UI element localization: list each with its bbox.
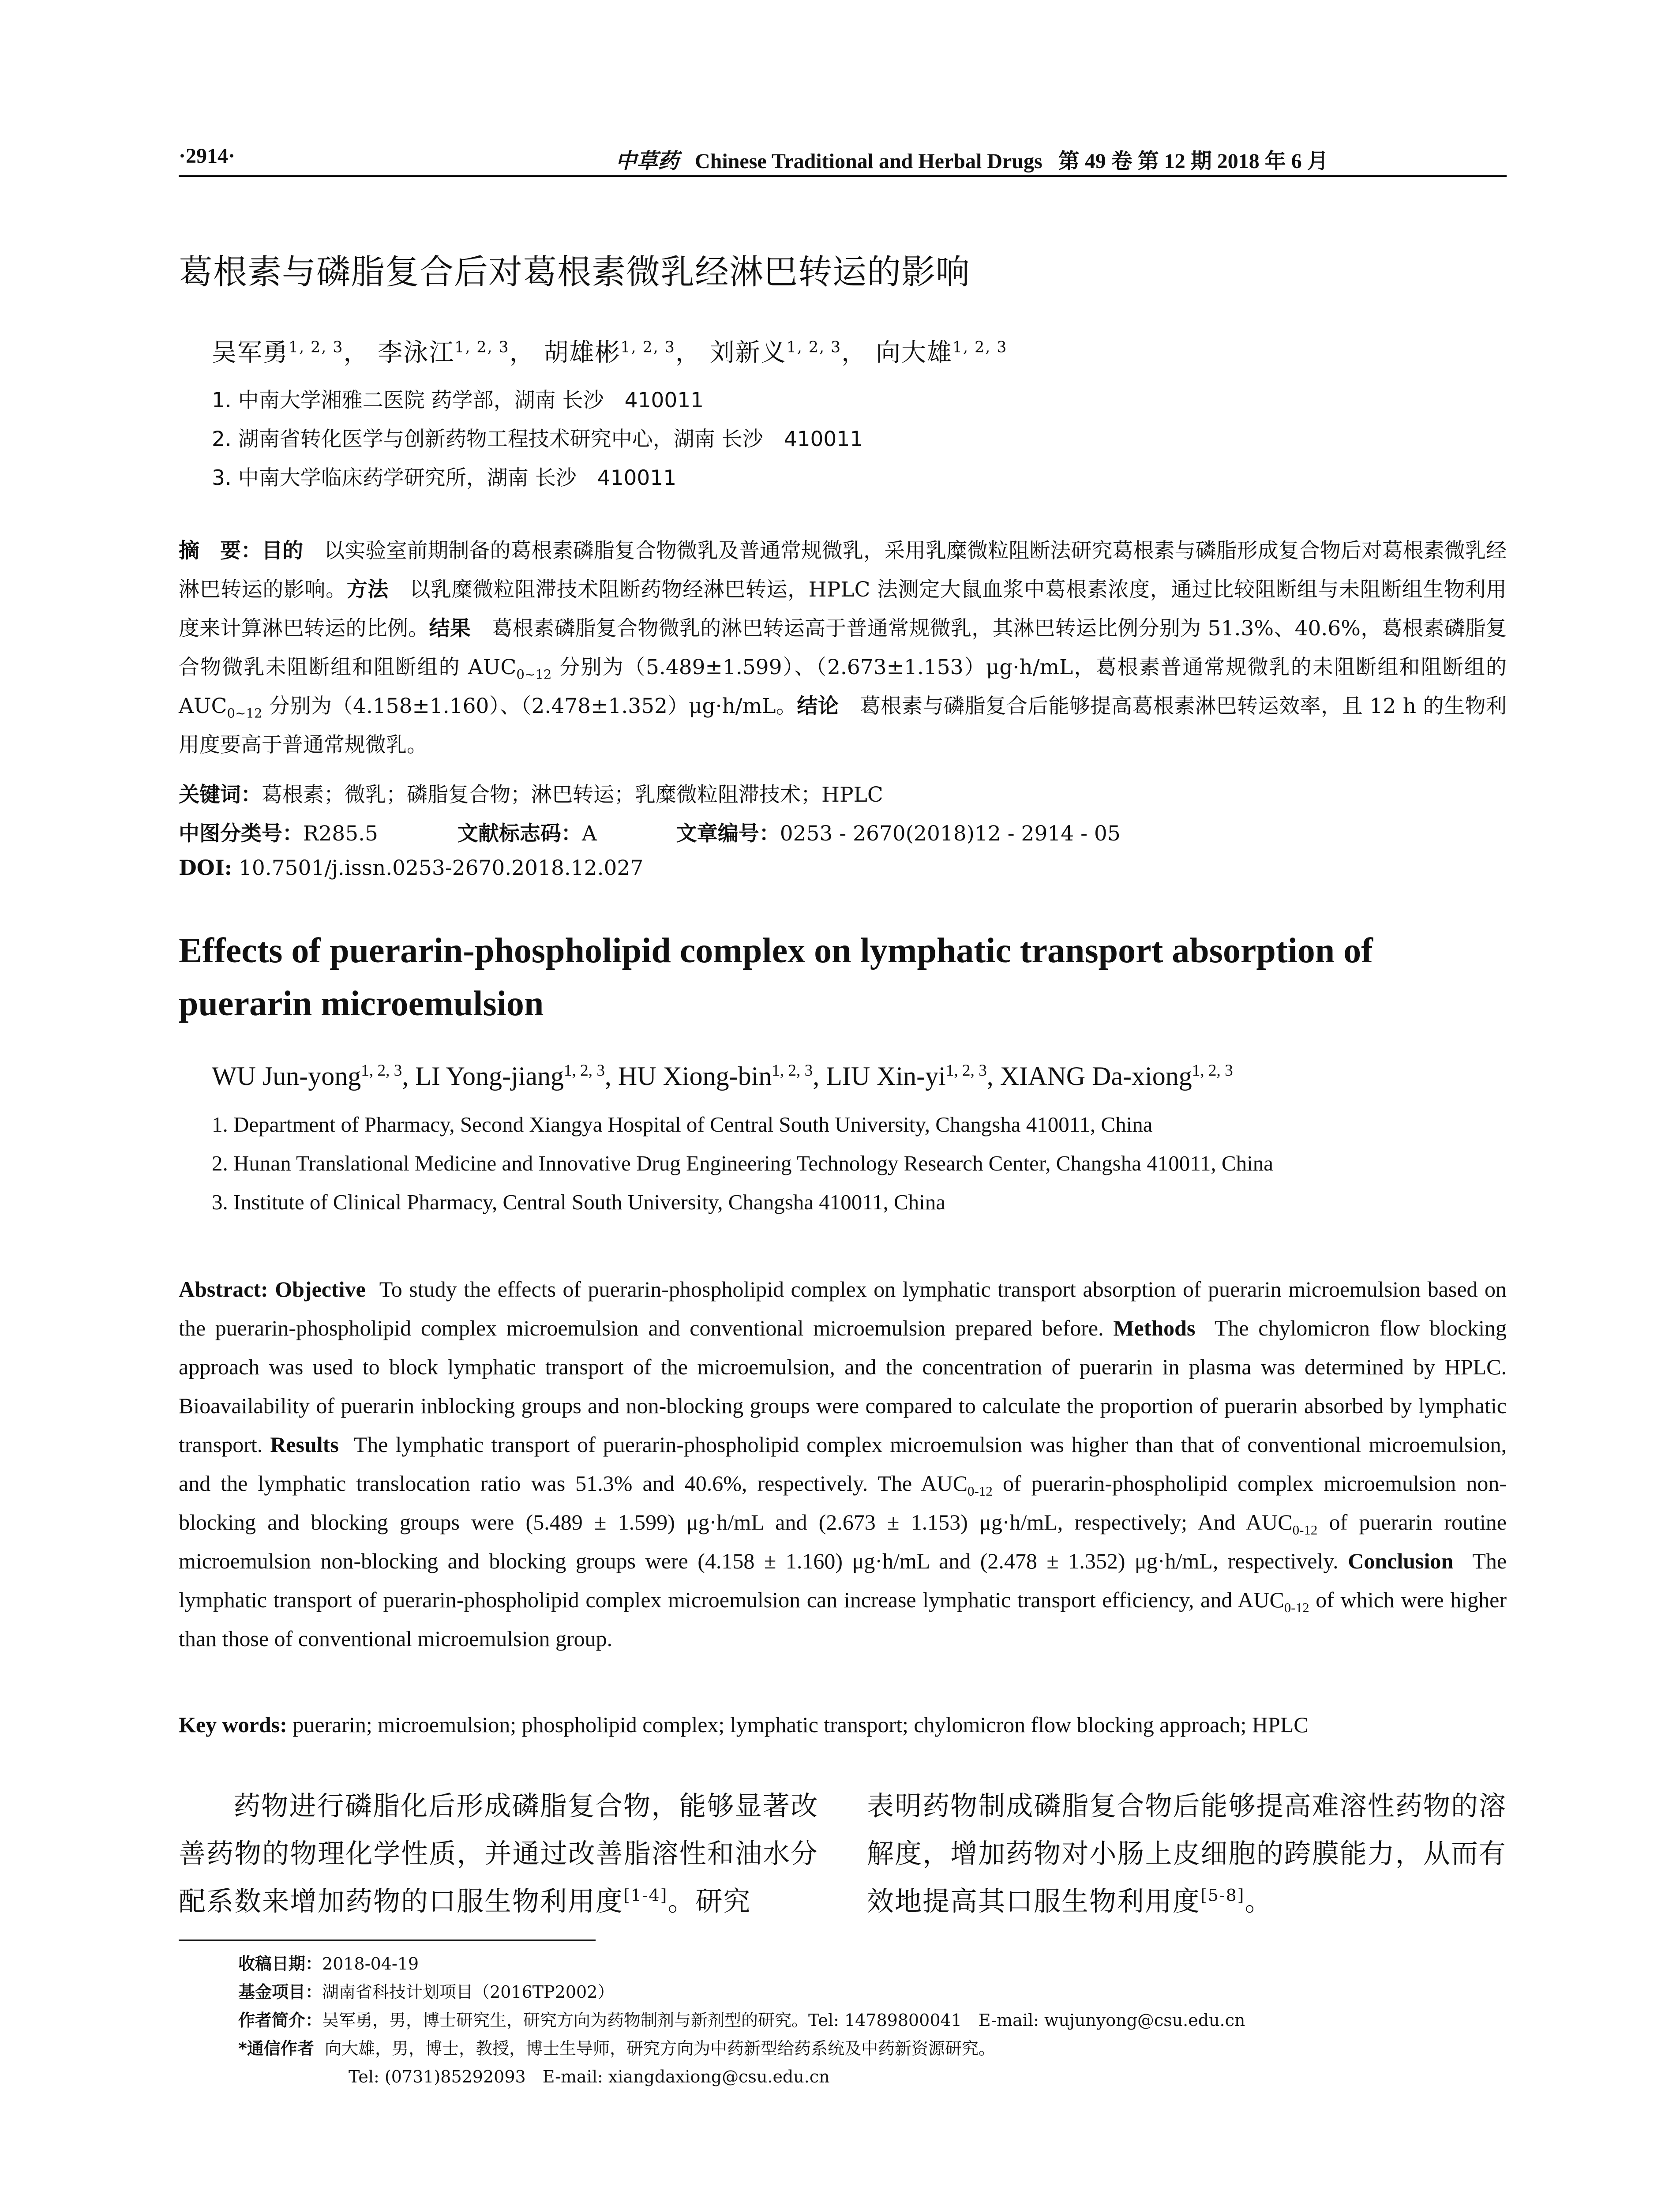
methods-text: 以乳糜微粒阻滞技术阻断药物经淋巴转运，HPLC 法测定大鼠血浆中葛根素浓度，通过比较阻断组与未阻断组生物利用度来计算淋巴转运的比例。 <box>179 578 1507 641</box>
auc-subscript: 0-12 <box>1284 1600 1309 1615</box>
affiliation-cn-1: 1. 中南大学湘雅二医院 药学部，湖南 长沙 410011 <box>212 388 704 413</box>
methods-label: 方法 <box>346 578 389 602</box>
clc-value: R285.5 <box>303 822 378 846</box>
author-sep: ， <box>841 338 867 367</box>
author-sep: , <box>813 1062 826 1091</box>
author-sep: ， <box>675 338 701 367</box>
author-cn: 李泳江 <box>378 338 455 367</box>
methods-text: The chylomicron flow blocking approach was used to block lymphatic transport of the microemulsion, and the concentration of puerarin in plasma was determined by HPLC. Bioavailability of puerarin inblocking groups and non-blocking groups were compared to calculate the proportion of puerarin absorbed by lymphatic transport. <box>179 1316 1507 1457</box>
classification-line <box>179 817 1121 847</box>
page-number: ·2914· <box>179 144 236 168</box>
authors-en <box>212 1061 1233 1092</box>
conclusion-text: 葛根素与磷脂复合后能够提高葛根素淋巴转运效率，且 12 h 的生物利用度要高于普通常规微乳。 <box>179 694 1507 757</box>
running-header <box>179 140 1507 176</box>
affiliation-en-1: 1. Department of Pharmacy, Second Xiangya Hospital of Central South University, Changsha 410011, China <box>212 1112 1153 1137</box>
citation: [1-4] <box>623 1885 668 1905</box>
keywords-label: Key words: <box>179 1712 287 1737</box>
keywords-cn <box>179 778 883 808</box>
author-affil-sup: 1, 2, 3 <box>454 338 510 356</box>
abstract-cn <box>179 532 1507 765</box>
author-affil-sup: 1, 2, 3 <box>563 1062 605 1080</box>
body-column-left <box>179 1782 818 1925</box>
results-label: Results <box>270 1432 339 1457</box>
footnote-corresponding <box>238 2035 995 2059</box>
conclusion-text: The lymphatic transport of puerarin-phospholipid complex microemulsion can increase lymphatic transport efficiency, and AUC <box>179 1549 1507 1612</box>
author-sep: , <box>402 1062 416 1091</box>
author-en: HU Xiong-bin <box>618 1062 772 1091</box>
body-text: 。研究 <box>668 1886 751 1917</box>
author-sep: , <box>986 1062 1000 1091</box>
auc-subscript: 0~12 <box>516 667 552 682</box>
journal-name-en: Chinese Traditional and Herbal Drugs <box>695 150 1042 173</box>
doc-code-label: 文献标志码： <box>457 822 582 846</box>
author-cn: 向大雄 <box>875 338 952 367</box>
body-column-right <box>867 1782 1507 1925</box>
header-rule <box>179 175 1507 177</box>
article-number-label: 文章编号： <box>676 822 780 846</box>
author-affil-sup: 1, 2, 3 <box>786 338 842 356</box>
auc-subscript: 0-12 <box>1292 1522 1318 1538</box>
fund-value: 湖南省科技计划项目（2016TP2002） <box>322 1982 615 2002</box>
body-text: 表明药物制成磷脂复合物后能够提高难溶性药物的溶解度，增加药物对小肠上皮细胞的跨膜能力，从而有效地提高其口服生物利用度 <box>867 1790 1507 1917</box>
abstract-en <box>179 1270 1507 1658</box>
author-affil-sup: 1, 2, 3 <box>620 338 675 356</box>
corresponding-bio: 向大雄，男，博士，教授，博士生导师，研究方向为中药新型给药系统及中药新资源研究。 <box>325 2039 996 2058</box>
journal-header <box>615 144 1328 174</box>
doi-value: 10.7501/j.issn.0253-2670.2018.12.027 <box>239 856 644 880</box>
author-en: XIANG Da-xiong <box>1000 1062 1192 1091</box>
methods-label: Methods <box>1113 1316 1196 1340</box>
results-text: The lymphatic transport of puerarin-phospholipid complex microemulsion was higher than that of conventional microemulsion, and the lymphatic translocation ratio was 51.3% and 40.6%, respectively. The AUC <box>179 1432 1507 1496</box>
fund-label: 基金项目： <box>238 1982 322 2002</box>
footnote-author <box>238 2007 1245 2031</box>
auc-subscript: 0~12 <box>227 705 262 721</box>
received-label: 收稿日期： <box>238 1954 322 1973</box>
results-text: of puerarin-phospholipid complex microemulsion non-blocking and blocking groups were (5.489 ± 1.599) μg·h/mL and (2.673 ± 1.153) μg·h/mL, respectively; And AUC <box>179 1471 1507 1534</box>
author-en: LI Yong-jiang <box>415 1062 564 1091</box>
objective-label: 目的 <box>262 539 304 563</box>
footnote-contact: Tel: (0731)85292093 E-mail: xiangdaxiong@csu.edu.cn <box>349 2067 830 2086</box>
affiliation-en-2: 2. Hunan Translational Medicine and Innovative Drug Engineering Technology Research Center, Changsha 410011, China <box>212 1151 1273 1175</box>
auc-subscript: 0-12 <box>968 1483 993 1499</box>
author-sep: ， <box>343 338 369 367</box>
body-text: 。 <box>1245 1886 1273 1917</box>
citation: [5-8] <box>1200 1885 1245 1905</box>
abstract-label: 摘 要： <box>179 539 262 563</box>
doc-code-value: A <box>581 822 597 846</box>
corresponding-label: *通信作者 <box>238 2039 314 2058</box>
results-text: 分别为（4.158±1.160）、（2.478±1.352）μg·h/mL。 <box>262 694 797 718</box>
keywords-en <box>179 1712 1309 1737</box>
objective-label: Objective <box>275 1277 366 1302</box>
journal-name-cn: 中草药 <box>615 149 679 173</box>
author-en: LIU Xin-yi <box>826 1062 946 1091</box>
conclusion-label: Conclusion <box>1348 1549 1454 1573</box>
article-number-value: 0253 - 2670(2018)12 - 2914 - 05 <box>780 822 1121 846</box>
keywords-value: puerarin; microemulsion; phospholipid complex; lymphatic transport; chylomicron flow blocking approach; HPLC <box>292 1712 1309 1737</box>
body-text: 药物进行磷脂化后形成磷脂复合物，能够显著改善药物的物理化学性质，并通过改善脂溶性和油水分配系数来增加药物的口服生物利用度 <box>179 1790 818 1917</box>
results-label: 结果 <box>429 616 471 641</box>
objective-text: 以实验室前期制备的葛根素磷脂复合物微乳及普通常规微乳，采用乳糜微粒阻断法研究葛根素与磷脂形成复合物后对葛根素微乳经淋巴转运的影响。 <box>179 539 1507 602</box>
conclusion-label: 结论 <box>797 694 839 718</box>
doi-label: DOI: <box>179 856 232 880</box>
author-bio: 吴军勇，男，博士研究生，研究方向为药物制剂与新剂型的研究。Tel: 14789800041 E-mail: wujunyong@csu.edu.cn <box>322 2011 1245 2030</box>
author-bio-label: 作者简介： <box>238 2011 322 2030</box>
author-affil-sup: 1, 2, 3 <box>1192 1062 1233 1080</box>
affiliation-cn-2: 2. 湖南省转化医学与创新药物工程技术研究中心，湖南 长沙 410011 <box>212 427 863 451</box>
affiliation-cn-3: 3. 中南大学临床药学研究所，湖南 长沙 410011 <box>212 466 677 490</box>
results-text: 葛根素磷脂复合物微乳的淋巴转运高于普通常规微乳，其淋巴转运比例分别为 51.3%、40.6%，葛根素磷脂复合物微乳未阻断组和阻断组的 AUC <box>179 616 1507 679</box>
clc-label: 中图分类号： <box>179 822 303 846</box>
keywords-label: 关键词： <box>179 783 262 807</box>
author-affil-sup: 1, 2, 3 <box>945 1062 987 1080</box>
footnote-received <box>238 1950 419 1974</box>
results-text: 分别为（5.489±1.599）、（2.673±1.153）μg·h/mL，葛根素普通常规微乳的未阻断组和阻断组的 AUC <box>179 655 1507 718</box>
affiliation-en-3: 3. Institute of Clinical Pharmacy, Central South University, Changsha 410011, China <box>212 1190 946 1214</box>
author-sep: , <box>604 1062 618 1091</box>
results-text: of puerarin routine microemulsion non-blocking and blocking groups were (4.158 ± 1.160) μg·h/mL and (2.478 ± 1.352) μg·h/mL, respectively. <box>179 1510 1507 1573</box>
issue-info: 第 49 卷 第 12 期 2018 年 6 月 <box>1058 150 1328 173</box>
keywords-value: 葛根素；微乳；磷脂复合物；淋巴转运；乳糜微粒阻滞技术；HPLC <box>262 783 883 807</box>
author-cn: 吴军勇 <box>212 338 289 367</box>
author-sep: ， <box>509 338 535 367</box>
author-affil-sup: 1, 2, 3 <box>952 338 1008 356</box>
author-cn: 刘新义 <box>709 338 787 367</box>
doi-line <box>179 856 643 880</box>
author-en: WU Jun-yong <box>212 1062 361 1091</box>
objective-text: To study the effects of puerarin-phospholipid complex on lymphatic transport absorption of puerarin microemulsion based on the puerarin-phospholipid complex microemulsion and conventional microemulsion prepared before. <box>179 1277 1507 1340</box>
author-affil-sup: 1, 2, 3 <box>361 1062 402 1080</box>
received-date: 2018-04-19 <box>322 1954 419 1973</box>
conclusion-text: of which were higher than those of conventional microemulsion group. <box>179 1587 1507 1651</box>
author-affil-sup: 1, 2, 3 <box>772 1062 813 1080</box>
author-cn: 胡雄彬 <box>544 338 621 367</box>
title-cn: 葛根素与磷脂复合后对葛根素微乳经淋巴转运的影响 <box>179 253 970 292</box>
footnote-rule <box>179 1940 596 1941</box>
title-en: Effects of puerarin-phospholipid complex on lymphatic transport absorption of puerarin microemulsion <box>179 931 1373 1023</box>
abstract-label: Abstract: <box>179 1277 268 1302</box>
author-affil-sup: 1, 2, 3 <box>289 338 344 356</box>
authors-cn <box>212 333 1007 368</box>
footnote-fund <box>238 1978 614 2003</box>
